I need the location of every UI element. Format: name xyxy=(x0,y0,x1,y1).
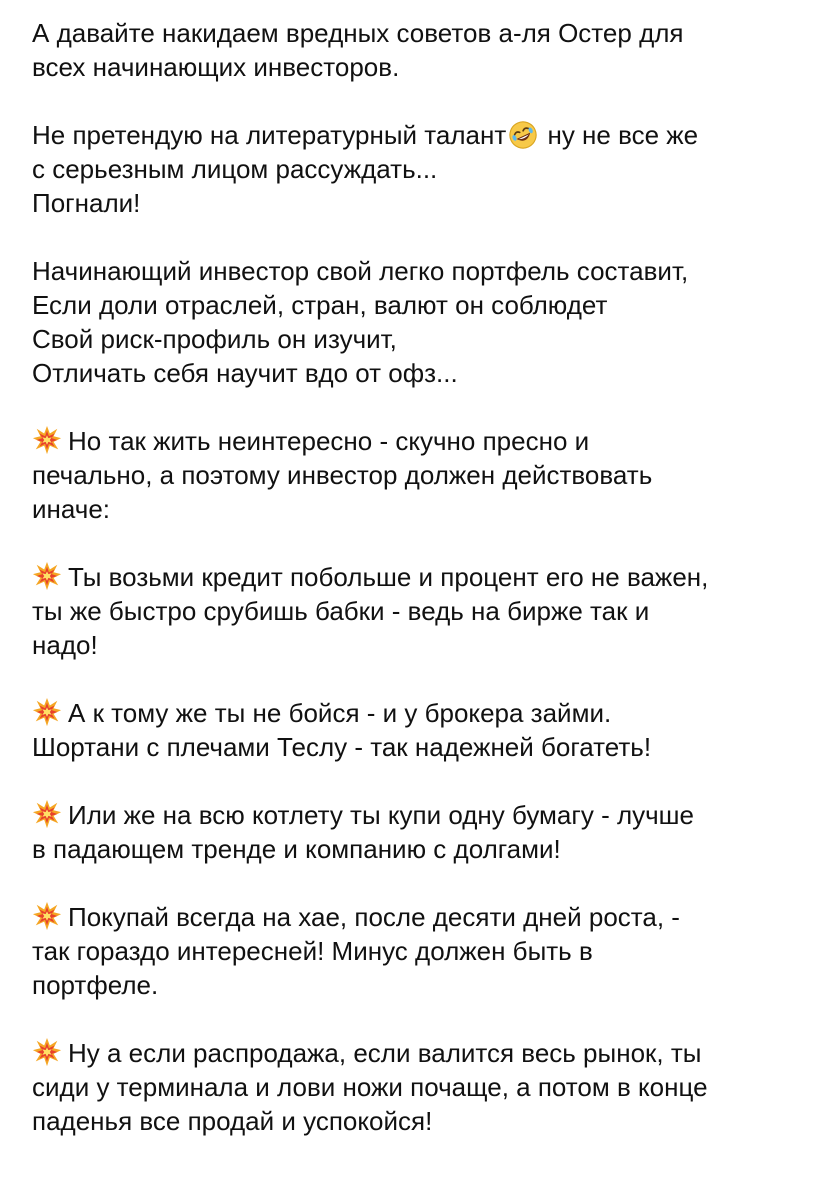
paragraph-tip-1 xyxy=(32,424,804,526)
text-line xyxy=(32,1036,804,1070)
collision-emoji-icon xyxy=(32,901,62,931)
paragraph-tip-5 xyxy=(32,900,804,1002)
text-line: надо! xyxy=(32,630,98,660)
text-fragment: ну не все же xyxy=(540,120,699,150)
text-line: иначе: xyxy=(32,494,110,524)
text-line: Начинающий инвестор свой легко портфель составит, xyxy=(32,256,689,286)
text-line xyxy=(32,696,804,730)
text-line xyxy=(32,798,804,832)
text-line xyxy=(32,118,804,152)
text-line: в падающем тренде и компанию с долгами! xyxy=(32,834,561,864)
paragraph-tip-6 xyxy=(32,1036,804,1138)
text-line xyxy=(32,560,804,594)
text-fragment: Не претендую на литературный талант xyxy=(32,120,507,150)
text-fragment: А к тому же ты не бойся - и у брокера займи. xyxy=(68,698,612,728)
collision-emoji-icon xyxy=(32,799,62,829)
text-line: Отличать себя научит вдо от офз... xyxy=(32,358,458,388)
paragraph-intro xyxy=(32,16,804,84)
text-line: так гораздо интересней! Минус должен быть в xyxy=(32,936,593,966)
text-line: ты же быстро срубишь бабки - ведь на бирже так и xyxy=(32,596,650,626)
text-line: А давайте накидаем вредных советов а-ля Остер для xyxy=(32,18,684,48)
collision-emoji-icon xyxy=(32,561,62,591)
text-fragment: Ну а если распродажа, если валится весь рынок, ты xyxy=(68,1038,702,1068)
text-line: портфеле. xyxy=(32,970,159,1000)
collision-emoji-icon xyxy=(32,697,62,727)
text-line: Если доли отраслей, стран, валют он соблюдет xyxy=(32,290,608,320)
text-fragment: Ты возьми кредит побольше и процент его не важен, xyxy=(68,562,709,592)
text-line: с серьезным лицом рассуждать... xyxy=(32,154,438,184)
text-fragment: Покупай всегда на хае, после десяти дней роста, - xyxy=(68,902,680,932)
paragraph-tip-2 xyxy=(32,560,804,662)
collision-emoji-icon xyxy=(32,1037,62,1067)
collision-emoji-icon xyxy=(32,425,62,455)
text-line: Свой риск-профиль он изучит, xyxy=(32,324,397,354)
paragraph-tip-3 xyxy=(32,696,804,764)
text-line: сиди у терминала и лови ножи почаще, а потом в конце xyxy=(32,1072,708,1102)
text-line xyxy=(32,900,804,934)
paragraph-disclaimer xyxy=(32,118,804,220)
text-fragment: Но так жить неинтересно - скучно пресно и xyxy=(68,426,590,456)
rolling-laughing-emoji-icon xyxy=(508,120,538,150)
text-line: всех начинающих инвесторов. xyxy=(32,52,400,82)
text-line: паденья все продай и успокойся! xyxy=(32,1106,433,1136)
paragraph-tip-4 xyxy=(32,798,804,866)
text-line: Шортани с плечами Теслу - так надежней богатеть! xyxy=(32,732,652,762)
text-line: Погнали! xyxy=(32,188,141,218)
text-line: печально, а поэтому инвестор должен действовать xyxy=(32,460,653,490)
text-fragment: Или же на всю котлету ты купи одну бумагу - лучше xyxy=(68,800,694,830)
paragraph-poem-intro xyxy=(32,254,804,390)
text-line xyxy=(32,424,804,458)
